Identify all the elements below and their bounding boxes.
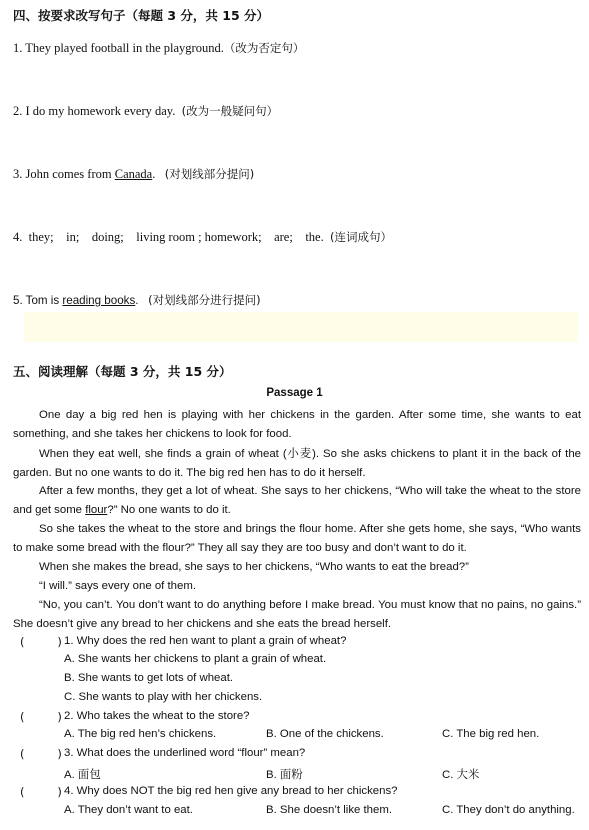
question-5 [13,292,261,308]
question-5-note: (对划线部分进行提问) [148,293,261,307]
question-2-note: (改为一般疑问句） [181,104,279,118]
question-3 [13,166,254,182]
passage-paragraph-3 [13,482,581,520]
paragraph-3-underlined-flour: flour [85,503,108,516]
passage-paragraph-5: When she makes the bread, she says to her chickens, “Who wants to eat the bread?” [39,561,469,573]
mc-question-3-option-a: A. 面包 [64,769,101,781]
paragraph-2-chinese: 小麦 [286,446,313,460]
paragraph-2-part-a: When they eat well, she finds a grain of wheat ( [39,448,287,460]
paragraph-2-part-b: ). So she asks chickens to plant it in the back of the garden. But no one wants to do it. The big red hen has to do it herself. [13,448,581,479]
paragraph-3-part-a: After a few months, they get a lot of wheat. She says to her chickens, “Who will take the wheat to the store and get some [13,485,581,516]
mc-question-3-option-c: C. 大米 [442,769,480,781]
passage-paragraph-2 [13,444,581,483]
passage-paragraph-1: One day a big red hen is playing with her chickens in the garden. After some time, she wants to eat something, and she takes her chickens to look for food. [13,409,581,440]
mc-question-2-option-b: B. One of the chickens. [266,728,384,740]
question-4-text: 4. they; in; doing; living room ; homework; are; the. [13,230,324,244]
mc-question-1-option-c: C. She wants to play with her chickens. [64,691,263,703]
passage-paragraph-7: “No, you can’t. You don’t want to do anything before I make bread. You must know that no pains, no gains.” She doesn’t give any bread to her chickens and she eats the bread herself. [13,599,581,630]
question-3-underlined: Canada [114,167,153,181]
question-5-pre: 5. Tom is [13,294,63,307]
paragraph-3-part-b: ?” No one wants to do it. [107,503,231,516]
mc-question-1-option-a: A. She wants her chickens to plant a grain of wheat. [64,653,327,665]
question-3-note: (对划线部分提问) [164,167,255,181]
mc-question-2: 2. Who takes the wheat to the store? [64,710,250,722]
answer-blank-3[interactable]: ( ) [20,747,62,761]
question-5-underlined: reading books [62,294,136,307]
question-3-pre: 3. John comes from [13,167,115,181]
question-1-text: 1. They played football in the playground. [13,41,224,55]
mc-question-4: 4. Why does NOT the big red hen give any bread to her chickens? [64,785,398,797]
answer-blank-4[interactable]: ( ) [20,785,62,799]
mc-question-2-option-c: C. The big red hen. [442,728,540,740]
question-4-note: (连词成句） [329,230,392,244]
question-5-post: . [135,294,139,307]
mc-question-4-option-b: B. She doesn’t like them. [266,804,392,816]
passage-paragraph-6: “I will.” says every one of them. [39,580,196,592]
mc-question-3: 3. What does the underlined word “flour” mean? [64,747,306,759]
passage-title: Passage 1 [266,387,323,399]
highlight-band [24,312,578,342]
answer-blank-2[interactable]: ( ) [20,710,62,724]
question-3-post: . [152,167,156,181]
answer-blank-1[interactable]: ( ) [20,635,62,649]
mc-question-4-option-a: A. They don’t want to eat. [64,804,193,816]
question-1-note: （改为否定句） [223,41,305,55]
question-4 [13,229,392,245]
mc-question-1-option-b: B. She wants to get lots of wheat. [64,672,234,684]
section5-title: 五、阅读理解（每题 3 分，共 15 分） [13,364,232,379]
question-2 [13,103,278,119]
mc-question-3-option-b: B. 面粉 [266,769,303,781]
mc-question-4-option-c: C. They don’t do anything. [442,804,575,816]
question-1 [13,40,304,56]
question-2-text: 2. I do my homework every day. [13,104,176,118]
mc-question-2-option-a: A. The big red hen’s chickens. [64,728,217,740]
passage-paragraph-4: So she takes the wheat to the store and brings the flour home. After she gets home, she says, “Who wants to make some bread with the flour?” They all say they are too busy and don’t want to do it. [13,523,581,554]
section4-title: 四、按要求改写句子（每题 3 分，共 15 分） [13,8,270,23]
mc-question-1: 1. Why does the red hen want to plant a grain of wheat? [64,635,347,647]
